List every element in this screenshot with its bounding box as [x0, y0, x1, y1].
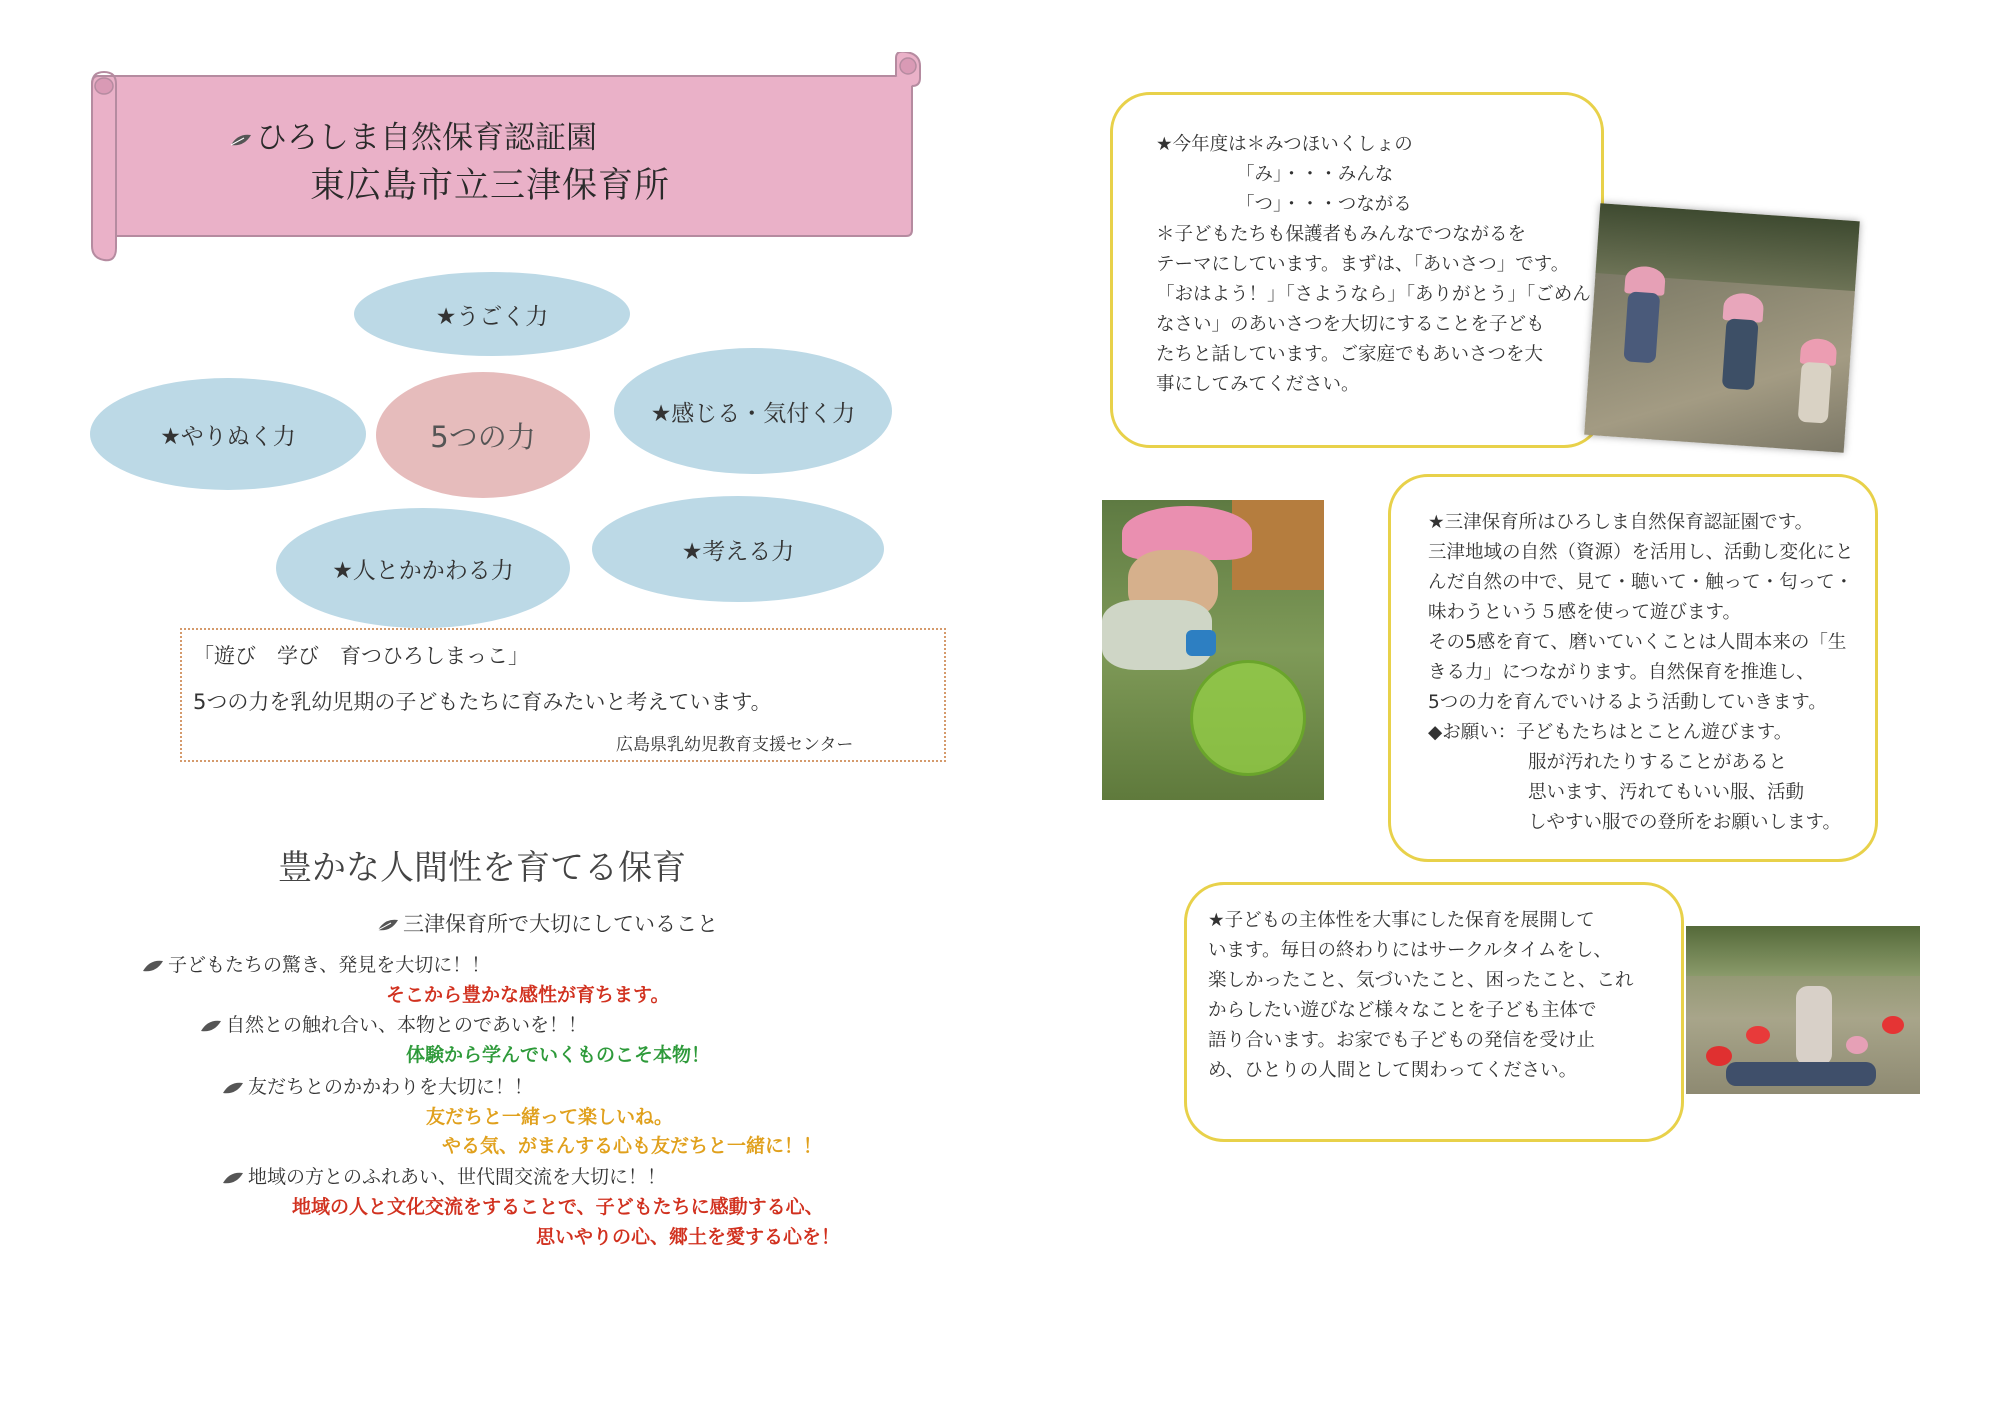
banner-title: 東広島市立三津保育所: [310, 166, 671, 206]
power-kangaeru: ★考える力: [592, 496, 884, 602]
list-item-2: [200, 1010, 587, 1037]
box2-line-6: きる力」につながります。自然保育を推進し、: [1428, 662, 1815, 683]
box2-line-9: 服が汚れたりすることがあると: [1528, 752, 1788, 773]
list-item-text: 地域の方とのふれあい、世代間交流を大切に！！: [248, 1166, 667, 1188]
box2-line-5: その5感を育て、磨いていくことは人間本来の「生: [1428, 632, 1847, 653]
list-item-1: [142, 950, 490, 977]
box1-line-1: ★今年度は＊みつほいくしょの: [1156, 134, 1413, 155]
quote-source: 広島県乳幼児教育支援センター: [616, 735, 854, 755]
list-item-3-emph-2: やる気、がまんする心も友だちと一緒に！！: [442, 1135, 823, 1157]
box2-line-2: 三津地域の自然（資源）を活用し、活動し変化にと: [1428, 542, 1854, 563]
box2-line-1: ★三津保育所はひろしま自然保育認証園です。: [1428, 512, 1814, 533]
box2-line-4: 味わうという５感を使って遊びます。: [1428, 602, 1742, 623]
list-item-text: 子どもたちの驚き、発見を大切に！！: [168, 954, 491, 976]
subheading-text: 三津保育所で大切にしていること: [403, 912, 718, 936]
list-item-text: 友だちとのかかわりを大切に！！: [248, 1076, 534, 1098]
box2-line-11: しやすい服での登所をお願いします。: [1528, 812, 1842, 833]
photo-circle-time: [1686, 926, 1920, 1094]
leaf-icon: [230, 133, 252, 147]
box1-line-3: 「つ」・・・つながる: [1236, 194, 1412, 215]
box2-line-3: んだ自然の中で、見て・聴いて・触って・匂って・: [1428, 572, 1854, 593]
leaf-icon: [142, 959, 164, 973]
box3-line-1: ★子どもの主体性を大事にした保育を展開して: [1208, 910, 1595, 931]
box2-line-10: 思います、汚れてもいい服、活動: [1528, 782, 1805, 803]
quote-line1: 「遊び 学び 育つひろしまっこ」: [193, 644, 529, 668]
box2-line-8: ◆お願い：子どもたちはとことん遊びます。: [1428, 722, 1793, 743]
box1-line-4: ＊子どもたちも保護者もみんなでつながるを: [1156, 224, 1527, 245]
list-item-4-emph-2: 思いやりの心、郷土を愛する心を！: [536, 1226, 841, 1248]
power-kanjiru: ★感じる・気付く力: [614, 348, 892, 474]
box1-line-5: テーマにしています。まずは、「あいさつ」です。: [1156, 254, 1570, 275]
leaf-icon: [222, 1081, 244, 1095]
section-heading: 豊かな人間性を育てる保育: [278, 848, 686, 888]
box2-line-7: 5つの力を育んでいけるよう活動していきます。: [1428, 692, 1827, 713]
box3-line-5: 語り合います。お家でも子どもの発信を受け止: [1208, 1030, 1596, 1051]
box3-line-2: います。毎日の終わりにはサークルタイムをし、: [1208, 940, 1612, 961]
list-item-4-emph-1: 地域の人と文化交流をすることで、子どもたちに感動する心、: [292, 1196, 824, 1218]
power-yarinuku: ★やりぬく力: [90, 378, 366, 490]
quote-line2: 5つの力を乳幼児期の子どもたちに育みたいと考えています。: [193, 690, 772, 714]
box1-line-7: なさい」のあいさつを大切にすることを子ども: [1156, 314, 1545, 335]
leaf-icon: [377, 918, 399, 932]
leaf-icon: [200, 1019, 222, 1033]
power-ugoku: ★うごく力: [354, 272, 630, 356]
photo-child-net: [1102, 500, 1324, 800]
box1-line-6: 「おはよう！」「さようなら」「ありがとう」「ごめん: [1156, 284, 1591, 305]
power-center: 5つの力: [376, 372, 590, 498]
list-item-2-emph: 体験から学んでいくものこそ本物！: [406, 1044, 711, 1066]
photo-forest-children: [1584, 203, 1860, 453]
box3-line-4: からしたい遊びなど様々なことを子ども主体で: [1208, 1000, 1597, 1021]
box1-line-9: 事にしてみてください。: [1156, 374, 1360, 395]
banner-subtitle: [230, 112, 597, 157]
banner-line1: ひろしま自然保育認証園: [256, 120, 597, 156]
list-item-3: [222, 1072, 533, 1099]
box3-line-6: め、ひとりの人間として関わってください。: [1208, 1060, 1578, 1081]
list-item-text: 自然との触れ合い、本物とのであいを！！: [226, 1014, 588, 1036]
list-item-1-emph: そこから豊かな感性が育ちます。: [386, 984, 670, 1006]
box1-line-2: 「み」・・・みんな: [1236, 164, 1394, 185]
leaf-icon: [222, 1171, 244, 1185]
list-item-4: [222, 1162, 666, 1189]
box3-line-3: 楽しかったこと、気づいたこと、困ったこと、これ: [1208, 970, 1634, 991]
section-subheading: [377, 908, 718, 938]
power-hito: ★人とかかわる力: [276, 508, 570, 628]
box1-line-8: たちと話しています。ご家庭でもあいさつを大: [1156, 344, 1544, 365]
list-item-3-emph-1: 友だちと一緒って楽しいね。: [426, 1106, 674, 1128]
